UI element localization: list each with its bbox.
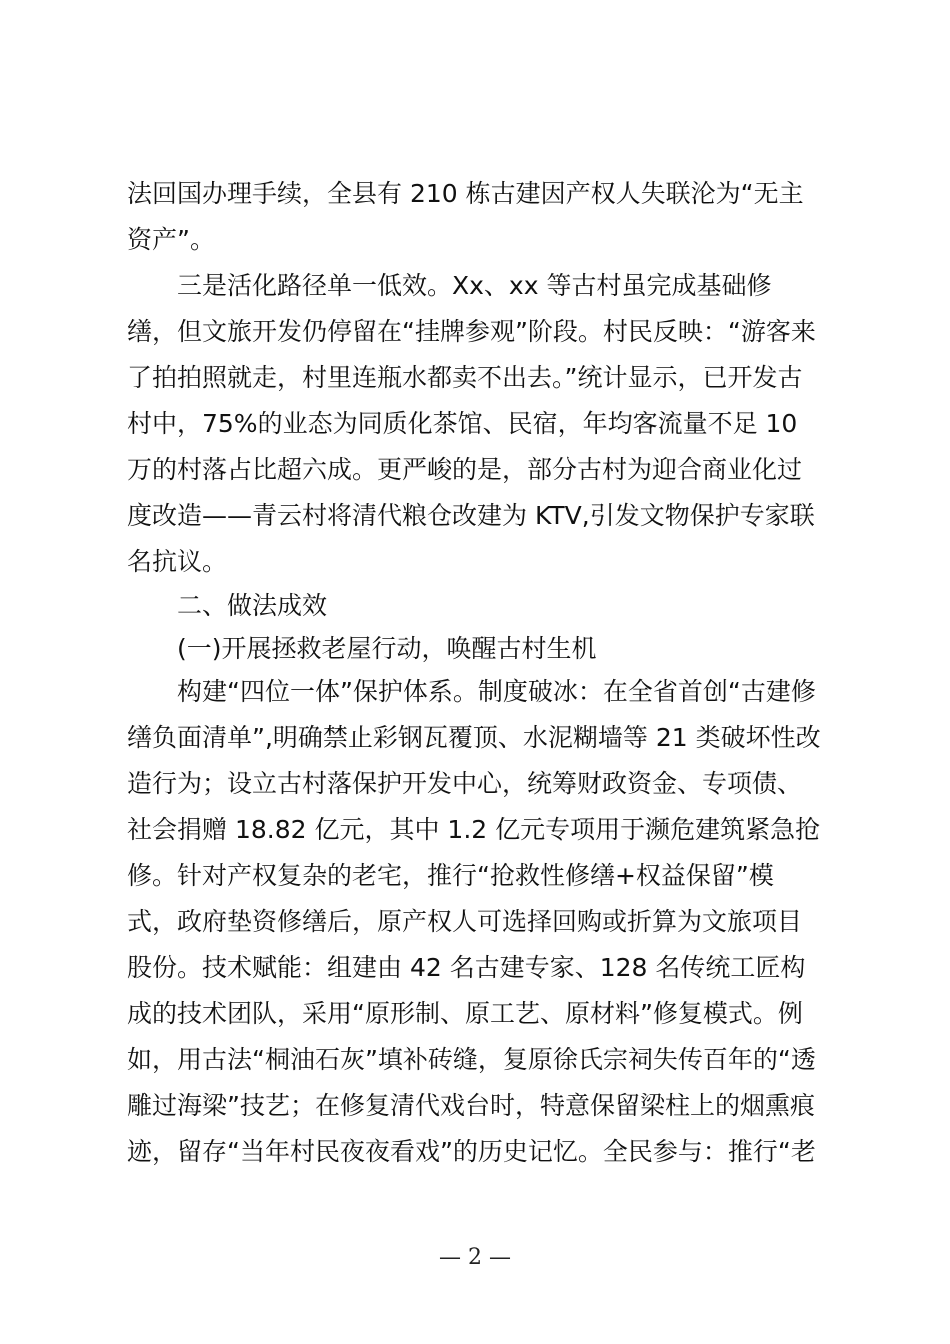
section-heading: 二、做法成效 [177, 591, 328, 620]
text-line: 雕过海梁”技艺；在修复清代戏台时，特意保留梁柱上的烟熏痕 [127, 1091, 815, 1120]
subsection-heading: (一)开展拯救老屋行动，唤醒古村生机 [177, 634, 597, 663]
text-line: 修。针对产权复杂的老宅，推行“抢救性修缮+权益保留”模 [127, 861, 774, 890]
paragraph-start: 构建“四位一体”保护体系。制度破冰：在全省首创“古建修 [177, 677, 816, 706]
text-line: 缮负面清单”,明确禁止彩钢瓦覆顶、水泥糊墙等 21 类破坏性改 [127, 723, 821, 752]
text-line: 缮，但文旅开发仍停留在“挂牌参观”阶段。村民反映：“游客来 [127, 317, 816, 346]
text-line: 造行为；设立古村落保护开发中心，统筹财政资金、专项债、 [127, 769, 803, 798]
text-line: 名抗议。 [127, 547, 228, 576]
text-line: 万的村落占比超六成。更严峻的是，部分古村为迎合商业化过 [127, 455, 803, 484]
paragraph-start: 三是活化路径单一低效。Xx、xx 等古村虽完成基础修 [177, 271, 772, 300]
text-line: 式，政府垫资修缮后，原产权人可选择回购或折算为文旅项目 [127, 907, 803, 936]
text-line: 成的技术团队，采用“原形制、原工艺、原材料”修复模式。例 [127, 999, 803, 1028]
text-line: 社会捐赠 18.82 亿元，其中 1.2 亿元专项用于濒危建筑紧急抢 [127, 815, 821, 844]
text-line: 度改造——青云村将清代粮仓改建为 KTV,引发文物保护专家联 [127, 501, 815, 530]
text-line: 股份。技术赋能：组建由 42 名古建专家、128 名传统工匠构 [127, 953, 806, 982]
text-line: 村中，75%的业态为同质化茶馆、民宿，年均客流量不足 10 [127, 409, 798, 438]
text-line: 迹，留存“当年村民夜夜看戏”的历史记忆。全民参与：推行“老 [127, 1137, 816, 1166]
text-line: 了拍拍照就走，村里连瓶水都卖不出去。”统计显示，已开发古 [127, 363, 803, 392]
text-line: 法回国办理手续，全县有 210 栋古建因产权人失联沦为“无主 [127, 179, 804, 208]
page-number: — 2 — [439, 1245, 511, 1270]
text-line: 如，用古法“桐油石灰”填补砖缝，复原徐氏宗祠失传百年的“透 [127, 1045, 816, 1074]
text-line: 资产”。 [127, 225, 215, 254]
